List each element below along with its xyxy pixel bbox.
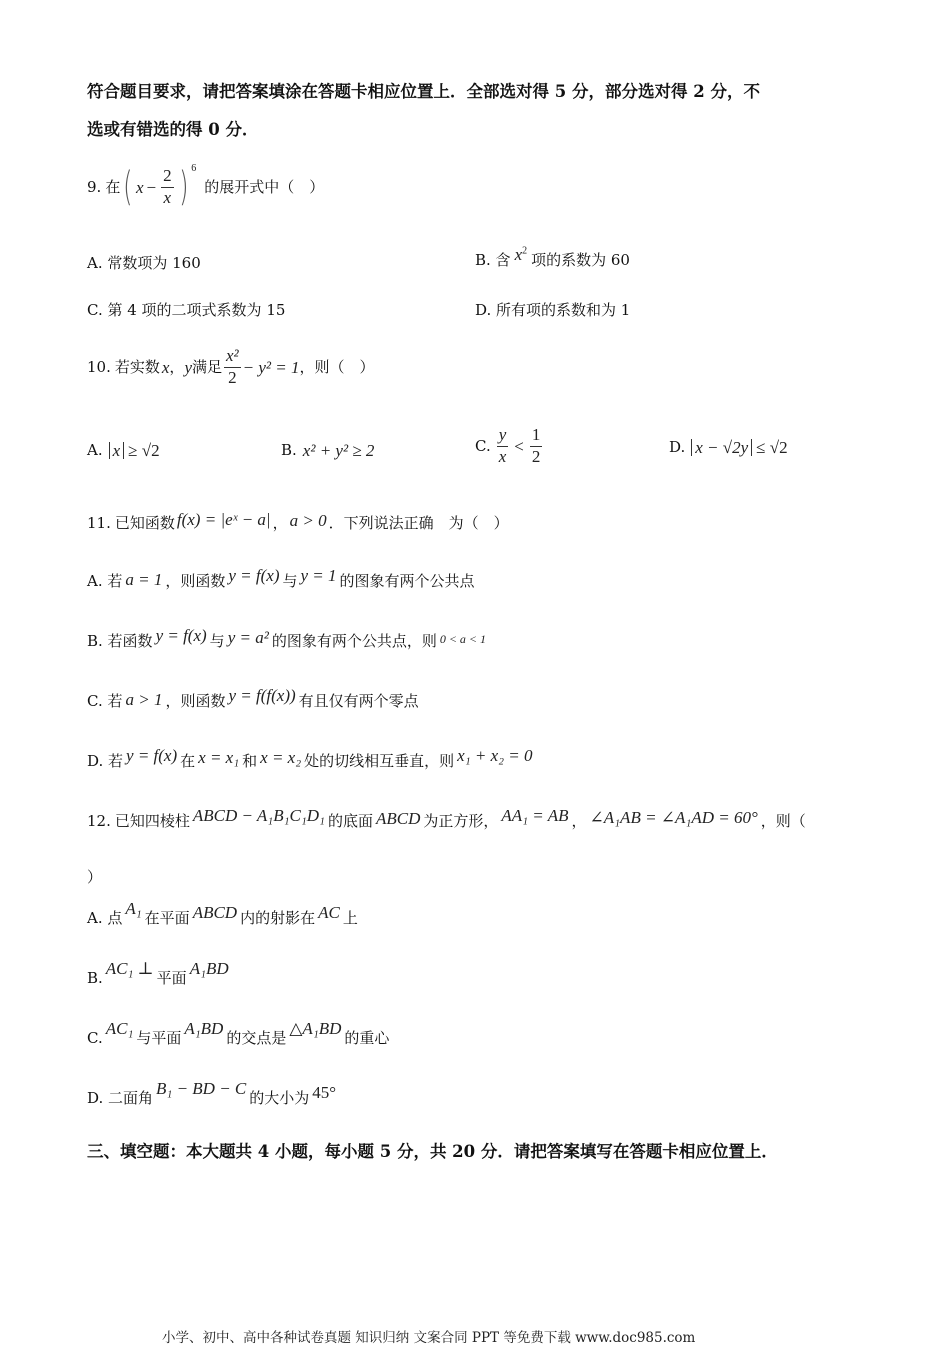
question-9-number: 9. (87, 177, 102, 196)
q10-option-c-frac1: $\frac{y}{x}$ (498, 424, 507, 466)
instructions-line-1: 符合题目要求，请把答案填涂在答题卡相应位置上．全部选对得 5 分，部分选对得 2 分，不 (87, 82, 760, 101)
q12-option-d: D. 二面角 B₁ − BD − C 的大小为 45° (87, 1078, 337, 1107)
q9-option-b-math: $x^2$ (514, 244, 528, 264)
q10-equation-fraction: $\frac{\text{x²}}{2}$ (226, 345, 239, 387)
q11-option-b: B. 若函数 y = f(x) 与 y = a² 的图象有两个公共点，则 0 < a < 1 (87, 625, 487, 650)
q10-option-b-label: B. (281, 440, 297, 459)
question-12-stem: 12. 已知四棱柱 ABCD − A₁B₁C₁D₁ 的底面 ABCD 为正方形， AA₁ = AB ， ∠A₁AB = ∠A₁AD = 60° ，则（ (87, 805, 806, 830)
question-10-stem (87, 342, 375, 392)
q11-option-c: C. 若 a > 1 ，则函数 y = f(f(x)) 有且仅有两个零点 (87, 685, 419, 710)
question-10-text-a: 若实数 (114, 357, 160, 376)
q11-function-def: f(x) = |eˣ − a| (176, 509, 271, 529)
question-10-text-b: 满足 (191, 357, 222, 376)
instructions-line-2: 选或有错选的得 0 分． (87, 120, 259, 139)
page-footer: 小学、初中、高中各种试卷真题 知识归纳 文案合同 PPT 等免费下载 www.doc985.com (162, 1330, 696, 1346)
question-10-number: 10. (87, 357, 111, 376)
q10-comma: ， (169, 357, 185, 376)
question-11-text-c: ．下列说法正确 为（ ） (328, 513, 509, 532)
q11-option-a: A. 若 a = 1 ，则函数 y = f(x) 与 y = 1 的图象有两个公共点 (87, 565, 475, 590)
q9-fraction-denominator: x (163, 187, 172, 207)
q9-math-minus: − (146, 177, 157, 197)
q12-option-c: C. AC₁ 与平面 A₁BD 的交点是 △A₁BD 的重心 (87, 1018, 390, 1047)
q9-math-exponent: 6 (191, 163, 197, 174)
q9-option-b-text-b: 项的系数为 60 (531, 250, 630, 269)
q9-option-d: D. 所有项的系数和为 1 (475, 301, 631, 319)
q10-option-a-label: A. (87, 440, 103, 459)
q10-option-c-lt: < (514, 436, 524, 456)
q10-option-a-abs: x (109, 442, 125, 459)
q10-option-d-abs: x − √2y (691, 439, 752, 456)
q9-option-c: C. 第 4 项的二项式系数为 15 (87, 301, 286, 319)
right-paren-icon: ) (178, 164, 189, 210)
q10-option-d-math: ≤ √2 (756, 437, 788, 457)
question-9-text-a: 在 (105, 177, 121, 196)
q10-option-b (281, 436, 374, 464)
q12-option-a: A. 点 A₁ 在平面 ABCD 内的射影在 AC 上 (87, 898, 358, 927)
question-11-text-b: ， (272, 513, 288, 532)
q9-option-a: A. 常数项为 160 (87, 254, 201, 272)
question-11-stem (87, 508, 509, 538)
question-9-text-b: 的展开式中（ ） (204, 177, 325, 196)
q10-option-d (669, 432, 788, 462)
q11-condition: a > 0 (289, 510, 327, 530)
question-11-text-a: 已知函数 (114, 513, 175, 532)
q10-option-a (87, 436, 160, 464)
q9-fraction-numerator: 2 (161, 167, 174, 188)
q10-var-x: x (161, 357, 170, 377)
question-9-stem (87, 162, 324, 212)
q10-var-y: y (184, 357, 192, 377)
q10-option-d-label: D. (669, 437, 686, 456)
question-11-number: 11. (87, 513, 111, 532)
section-3-heading: 三、填空题：本大题共 4 小题，每小题 5 分，共 20 分．请把答案填写在答题卡相应位置上． (87, 1142, 778, 1161)
question-12-number: 12. (87, 811, 111, 830)
q11-option-d: D. 若 y = f(x) 在 x = x₁ 和 x = x₂ 处的切线相互垂直，则 x₁ + x₂ = 0 (87, 745, 533, 770)
question-12-stem-close: ） (87, 868, 103, 886)
q10-equation-rest: − y² = 1 (242, 357, 300, 377)
q9-option-b-text-a: B. 含 (475, 250, 511, 269)
left-paren-icon: ( (123, 164, 133, 210)
question-10-text-c: ，则（ ） (299, 357, 375, 376)
q10-option-a-math: ≥ √2 (128, 440, 160, 460)
q10-option-c-frac2: $\frac{1}{2}$ (531, 424, 541, 466)
q10-option-b-math: x² + y² ≥ 2 (302, 440, 375, 460)
q9-math-var: x (135, 177, 144, 197)
q9-math-fraction (161, 167, 174, 207)
q12-option-b: B. AC₁ ⊥ 平面 A₁BD (87, 958, 229, 987)
q10-option-c (475, 422, 544, 470)
q9-option-b (475, 244, 630, 272)
q10-option-c-label: C. (475, 436, 491, 455)
